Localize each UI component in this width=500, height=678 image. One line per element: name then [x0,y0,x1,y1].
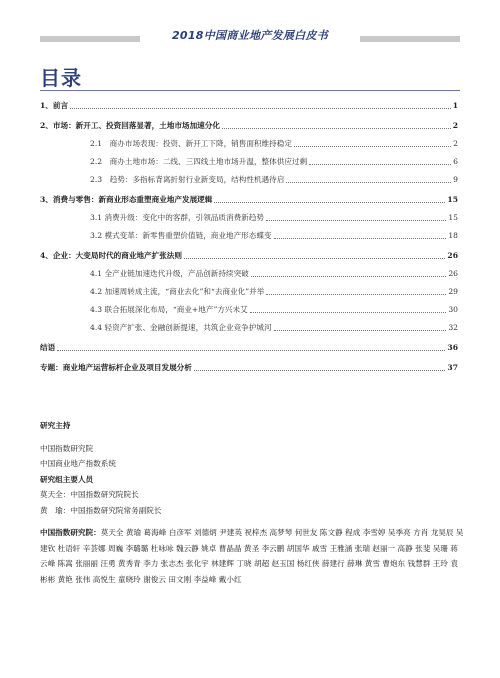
toc-subentry[interactable] [40,170,458,188]
toc-entry-label: 2.3 趋势：多指标背离折射行业新变局，结构性机遇待启 [90,174,285,184]
toc-page-number: 26 [448,268,458,278]
toc-subentry[interactable] [40,208,458,226]
toc-leader-dots [70,108,451,109]
toc-entry-label: 专题：商业地产运营标杆企业及项目发展分析 [40,362,192,372]
toc-entry[interactable] [40,358,458,376]
toc-subentry[interactable] [40,134,458,152]
host-org-2: 中国商业地产指数系统 [40,459,116,468]
toc-page-number: 6 [453,156,458,166]
toc-page-number: 2 [453,138,458,148]
toc-subentry[interactable] [40,282,458,300]
toc-leader-dots [250,312,447,313]
toc-leader-dots [294,146,451,147]
toc-page-number: 2 [452,120,458,130]
toc-entry[interactable] [40,338,458,356]
team-heading: 中国指数研究院： [40,528,101,537]
toc-page-number: 9 [453,174,458,184]
toc-entry-label: 4.4 轻资产扩张、金融创新提速，共筑企业竞争护城河 [90,322,272,332]
toc-leader-dots [251,276,447,277]
lead-1: 莫天全：中国指数研究院院长 [40,490,139,499]
host-heading: 研究主持 [40,421,71,430]
toc-page-number: 18 [448,230,458,240]
leads-heading: 研究组主要人员 [40,474,94,484]
toc-page-number: 1 [452,100,458,110]
toc-entry-label: 2.1 商办市场表现：投资、新开工下降，销售面积维持稳定 [90,138,292,148]
toc-entry-label: 1、前言 [40,100,69,110]
toc-entry-label: 3.2 模式变革：新零售重塑价值链，商业地产形态蝶变 [90,230,272,240]
toc-subentry[interactable] [40,226,458,244]
toc-page-number: 37 [447,362,458,372]
toc-leader-dots [57,350,445,351]
toc-entry-label: 4.1 全产业链加速迭代升级，产品创新持续突破 [90,268,249,278]
toc-entry[interactable] [40,246,458,264]
toc-page-number: 29 [448,286,458,296]
toc-entry-label: 4、企业：大变局时代的商业地产扩张法则 [40,250,182,260]
toc-entry-label: 3.1 消费升级：变化中的客群，引领品质消费新趋势 [90,212,264,222]
toc-title-rule [40,90,460,91]
toc-entry-label: 2.2 商办土地市场：二线、三四线土地市场升温，整体供应过剩 [90,156,308,166]
toc-page-number: 15 [447,194,458,204]
toc-leader-dots [274,330,447,331]
header-bar-right [360,36,460,42]
toc-page-number: 36 [447,342,458,352]
team-names: 莫天全 黄瑜 葛海峰 白彦军 刘德炳 尹建英 祝梓杰 高梦琴 何世友 陈文静 程成 李雪婷 吴季亮 方肖 龙昊辰 吴建钦 杜语轩 辛荟娜 周巍 李璐璐 杜咏咏 魏云静 姚卓 曹晶晶 黄圣 李云鹏 胡国华 戚雪 王雅涵 张瑞 赵丽一 高静 张斐 吴珊 蒋云峰 陈嵩 张丽丽 汪勇 黄秀青 李力 张志杰 张化宇 林建辉 丁晓 胡超 赵玉国 杨红侠 薛建行 薛琳 黄雪 曹炮东 钱慧群 王玲 袁彬彬 黄艳 张伟 高悦生 童晓玲 谢俊云 田文刚 李益峰 戴小红 [40,528,464,584]
toc-leader-dots [266,294,446,295]
toc-entry[interactable] [40,190,458,208]
toc-leader-dots [194,370,446,371]
table-of-contents [40,96,458,376]
team-block [40,525,465,587]
toc-entry-label: 3、消费与零售：新商业形态重塑商业地产发展逻辑 [40,194,213,204]
toc-leader-dots [266,220,446,221]
toc-entry-label: 结语 [40,342,56,352]
toc-subentry[interactable] [40,300,458,318]
toc-page-number: 32 [448,322,458,332]
header-title: 2018中国商业地产发展白皮书 [171,29,329,42]
toc-leader-dots [184,258,445,259]
host-org-1: 中国指数研究院 [40,443,94,453]
toc-page-number: 26 [447,250,458,260]
toc-entry-label: 2、市场：新开工、投资回落显著，土地市场加速分化 [40,120,220,130]
toc-title: 目录 [40,66,82,90]
toc-leader-dots [309,164,451,165]
credits [40,418,465,587]
toc-subentry[interactable] [40,264,458,282]
page-header [0,0,500,40]
lead-2: 黄 瑜：中国指数研究院常务副院长 [40,505,162,515]
toc-entry[interactable] [40,116,458,134]
toc-subentry[interactable] [40,318,458,336]
toc-leader-dots [286,182,451,183]
toc-entry[interactable] [40,96,458,114]
toc-page-number: 30 [448,304,458,314]
toc-leader-dots [274,238,447,239]
toc-entry-label: 4.3 联合拓展深化布局，“商业+地产”方兴未艾 [90,304,248,314]
toc-entry-label: 4.2 加速周转成主流，“商业去化”和“去商业化”并举 [90,286,265,296]
toc-page-number: 15 [448,212,458,222]
toc-leader-dots [222,128,451,129]
toc-subentry[interactable] [40,152,458,170]
toc-leader-dots [214,202,445,203]
